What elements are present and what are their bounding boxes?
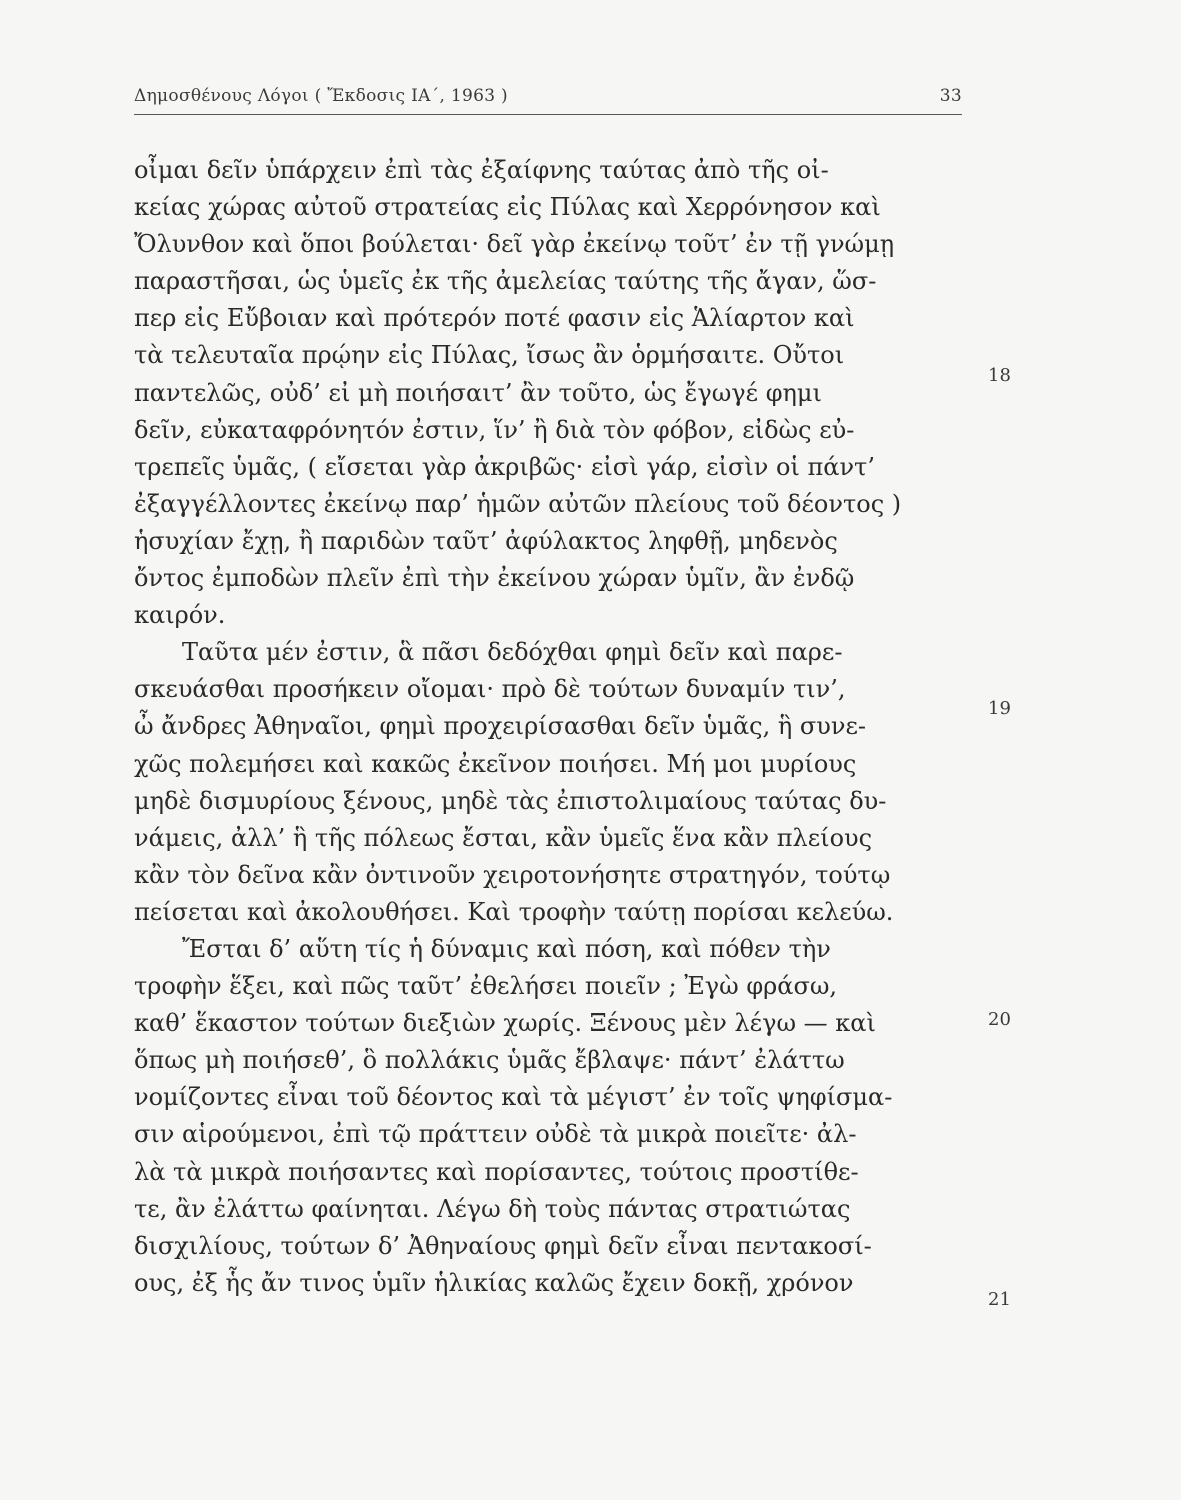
text-line: ὦ ἄνδρες Ἀθηναῖοι, φημὶ προχειρίσασθαι δεῖν ὑμᾶς, ἣ συνε- [134, 712, 866, 741]
text-line: ἐξαγγέλλοντες ἐκείνῳ παρ’ ἡμῶν αὐτῶν πλείους τοῦ δέοντος ) [134, 489, 902, 518]
section-number-20: 20 [988, 1009, 1011, 1030]
section-number-18: 18 [988, 365, 1011, 386]
text-line: ὅπως μὴ ποιήσεθ’, ὃ πολλάκις ὑμᾶς ἔβλαψε· πάντ’ ἐλάττω [134, 1046, 845, 1075]
text-line: δισχιλίους, τούτων δ’ Ἀθηναίους φημὶ δεῖν εἶναι πεντακοσί- [134, 1231, 872, 1260]
text-line: Ταῦτα μέν ἐστιν, ἃ πᾶσι δεδόχθαι φημὶ δεῖν καὶ παρε- [182, 638, 843, 667]
page-number: 33 [939, 86, 962, 106]
text-line: τὰ τελευταῖα πρῴην εἰς Πύλας, ἴσως ἂν ὁρμήσαιτε. Οὔτοι [134, 341, 845, 370]
text-line: τε, ἂν ἐλάττω φαίνηται. Λέγω δὴ τοὺς πάντας στρατιώτας [134, 1194, 851, 1223]
text-line: Ὄλυνθον καὶ ὅποι βούλεται· δεῖ γὰρ ἐκείνῳ τοῦτ’ ἐν τῇ γνώμῃ [134, 230, 895, 259]
text-line: ους, ἐξ ἧς ἄν τινος ὑμῖν ἡλικίας καλῶς ἔχειν δοκῇ, χρόνον [134, 1268, 854, 1297]
text-line: παντελῶς, οὐδ’ εἰ μὴ ποιήσαιτ’ ἂν τοῦτο, ὡς ἔγωγέ φημι [134, 378, 822, 407]
text-line: περ εἰς Εὔβοιαν καὶ πρότερόν ποτέ φασιν εἰς Ἁλίαρτον καὶ [134, 304, 855, 333]
text-line: καιρόν. [134, 601, 226, 630]
section-number-19: 19 [988, 698, 1011, 719]
running-head-title: Δημοσθένους Λόγοι ( Ἔκδοσις ΙΑ΄, 1963 ) [134, 86, 508, 106]
text-line: μηδὲ δισμυρίους ξένους, μηδὲ τὰς ἐπιστολιμαίους ταύτας δυ- [134, 786, 887, 815]
text-line: οἶμαι δεῖν ὑπάρχειν ἐπὶ τὰς ἐξαίφνης ταύτας ἀπὸ τῆς οἰ- [134, 156, 829, 184]
text-line: πείσεται καὶ ἀκολουθήσει. Καὶ τροφὴν ταύτῃ πορίσαι κελεύω. [134, 897, 894, 926]
section-number-21: 21 [988, 1289, 1011, 1310]
text-line: σκευάσθαι προσήκειν οἴομαι· πρὸ δὲ τούτων δυναμίν τιν’, [134, 675, 846, 704]
text-line: Ἔσται δ’ αὕτη τίς ἡ δύναμις καὶ πόση, καὶ πόθεν τὴν [182, 934, 831, 963]
text-line: λὰ τὰ μικρὰ ποιήσαντες καὶ πορίσαντες, τούτοις προστίθε- [134, 1157, 859, 1186]
text-line: νάμεις, ἀλλ’ ἣ τῆς πόλεως ἔσται, κἂν ὑμεῖς ἕνα κἂν πλείους [134, 823, 873, 852]
running-head [134, 86, 962, 114]
text-line: σιν αἱρούμενοι, ἐπὶ τῷ πράττειν οὐδὲ τὰ μικρὰ ποιεῖτε· ἀλ- [134, 1120, 857, 1149]
header-rule [134, 114, 962, 115]
text-line: κείας χώρας αὐτοῦ στρατείας εἰς Πύλας καὶ Χερρόνησον καὶ [134, 193, 881, 222]
text-line: τροφὴν ἕξει, καὶ πῶς ταῦτ’ ἐθελήσει ποιεῖν ; Ἐγὼ φράσω, [134, 972, 838, 1001]
text-line: δεῖν, εὐκαταφρόνητόν ἐστιν, ἵν’ ἢ διὰ τὸν φόβον, εἰδὼς εὐ- [134, 415, 855, 444]
text-line: ὄντος ἐμποδὼν πλεῖν ἐπὶ τὴν ἐκείνου χώραν ὑμῖν, ἂν ἐνδῷ [134, 564, 855, 593]
text-line: κἂν τὸν δεῖνα κἂν ὀντινοῦν χειροτονήσητε στρατηγόν, τούτῳ [134, 860, 891, 889]
text-line: καθ’ ἕκαστον τούτων διεξιὼν χωρίς. Ξένους μὲν λέγω — καὶ [134, 1009, 876, 1038]
text-line: νομίζοντες εἶναι τοῦ δέοντος καὶ τὰ μέγιστ’ ἐν τοῖς ψηφίσμα- [134, 1083, 893, 1112]
text-line: χῶς πολεμήσει καὶ κακῶς ἐκεῖνον ποιήσει. Μή μοι μυρίους [134, 749, 857, 778]
greek-text-body [134, 152, 974, 1302]
text-line: παραστῆσαι, ὡς ὑμεῖς ἐκ τῆς ἀμελείας ταύτης τῆς ἄγαν, ὥσ- [134, 267, 877, 296]
text-line: τρεπεῖς ὑμᾶς, ( εἴσεται γὰρ ἀκριβῶς· εἰσὶ γάρ, εἰσὶν οἱ πάντ’ [134, 452, 875, 481]
text-line: ἡσυχίαν ἔχῃ, ἢ παριδὼν ταῦτ’ ἀφύλακτος ληφθῇ, μηδενὸς [134, 526, 838, 555]
